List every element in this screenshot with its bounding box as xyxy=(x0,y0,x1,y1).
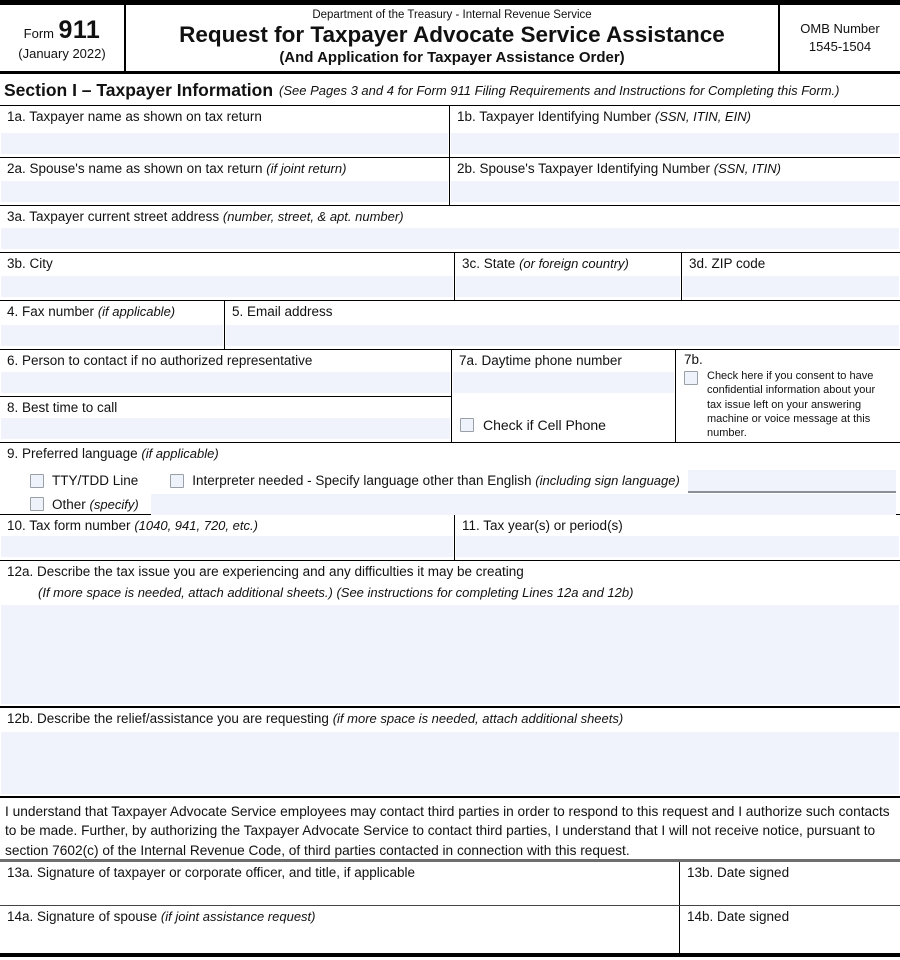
field-10-input[interactable] xyxy=(1,536,453,557)
section-1-title: Section I – Taxpayer Information xyxy=(4,80,274,100)
field-14a-label: 14a. Signature of spouse (if joint assistance request) xyxy=(7,909,316,924)
form-revision: (January 2022) xyxy=(18,45,106,61)
row-1 xyxy=(0,106,900,158)
row-14 xyxy=(0,906,900,953)
field-3b-label: 3b. City xyxy=(7,256,53,271)
field-12a-note: (If more space is needed, attach additional sheets.) (See instructions for completing Lines 12a and 12b) xyxy=(38,584,634,600)
field-1a-label: 1a. Taxpayer name as shown on tax return xyxy=(7,109,262,124)
form-header xyxy=(0,5,900,74)
row-1011 xyxy=(0,515,900,561)
form-title: Request for Taxpayer Advocate Service Assistance xyxy=(179,21,725,47)
language-options-line-1 xyxy=(0,469,900,493)
consent-option xyxy=(684,369,894,440)
field-14b xyxy=(680,906,900,953)
field-5-input[interactable] xyxy=(226,325,899,346)
taxpayer-date-signed-area[interactable] xyxy=(680,882,900,905)
consent-checkbox[interactable] xyxy=(684,371,698,385)
agency-line: Department of the Treasury - Internal Revenue Service xyxy=(312,8,592,21)
field-11-label: 11. Tax year(s) or period(s) xyxy=(462,518,623,533)
field-9-label: 9. Preferred language (if applicable) xyxy=(7,446,219,461)
row-3bcd xyxy=(0,253,900,301)
field-7a-input[interactable] xyxy=(453,372,674,393)
field-10 xyxy=(0,515,455,560)
spouse-signature-area[interactable] xyxy=(0,926,679,953)
field-11-input[interactable] xyxy=(456,536,899,557)
form-word: Form xyxy=(23,25,55,41)
field-12b-textarea[interactable] xyxy=(1,732,899,794)
third-party-contact-statement: I understand that Taxpayer Advocate Service employees may contact third parties in order to respond to this request and I authorize such contacts to be made. Further, by authorizing the Taxpayer Advocate Service to contact third parties, I understand that I will not receive notice, pursuant to section 7602(c) of the Internal Revenue Code, of third parties contacted in connection with this request. xyxy=(5,804,890,858)
certification-row xyxy=(0,798,900,862)
field-12a-textarea[interactable] xyxy=(1,605,899,704)
other-language-input[interactable] xyxy=(151,494,896,515)
field-3d-input[interactable] xyxy=(683,276,899,297)
interpreter-label: Interpreter needed - Specify language other than English (including sign language) xyxy=(192,473,680,489)
language-options-line-2 xyxy=(0,494,900,515)
row-13 xyxy=(0,862,900,906)
field-6-label: 6. Person to contact if no authorized representative xyxy=(7,353,313,368)
interpreter-checkbox[interactable] xyxy=(170,474,184,488)
row-2 xyxy=(0,158,900,206)
taxpayer-signature-area[interactable] xyxy=(0,882,679,905)
field-2a-input[interactable] xyxy=(1,181,448,202)
field-13a-label: 13a. Signature of taxpayer or corporate officer, and title, if applicable xyxy=(7,865,415,880)
field-13b-label: 13b. Date signed xyxy=(687,865,790,880)
field-5-label: 5. Email address xyxy=(232,304,333,319)
cell-phone-label: Check if Cell Phone xyxy=(483,417,606,433)
field-2a xyxy=(0,158,450,205)
field-3a-input[interactable] xyxy=(1,228,899,249)
field-3c xyxy=(455,253,682,300)
row-678 xyxy=(0,350,900,443)
field-4-label: 4. Fax number (if applicable) xyxy=(7,304,176,319)
row-45 xyxy=(0,301,900,350)
field-12b-label: 12b. Describe the relief/assistance you are requesting (if more space is needed, attach additional sheets) xyxy=(7,711,624,726)
field-1a xyxy=(0,106,450,157)
field-6-input[interactable] xyxy=(1,372,450,393)
interpreter-language-input[interactable] xyxy=(688,470,896,493)
bottom-rule xyxy=(0,953,900,957)
field-3c-label: 3c. State (or foreign country) xyxy=(462,256,629,271)
field-1b-input[interactable] xyxy=(451,133,899,154)
field-2a-label: 2a. Spouse's name as shown on tax return (if joint return) xyxy=(7,161,347,176)
form-number: 911 xyxy=(58,15,101,44)
form-subtitle: (And Application for Taxpayer Assistance Order) xyxy=(279,48,625,66)
spouse-date-signed-area[interactable] xyxy=(680,926,900,953)
field-8-label: 8. Best time to call xyxy=(7,399,118,415)
field-5 xyxy=(225,301,900,349)
field-4 xyxy=(0,301,225,349)
section-1-note: (See Pages 3 and 4 for Form 911 Filing Requirements and Instructions for Completing this Form.) xyxy=(279,83,840,98)
form-number-line xyxy=(6,16,118,45)
section-1-heading xyxy=(0,74,900,105)
other-language-checkbox[interactable] xyxy=(30,497,44,511)
field-1b xyxy=(450,106,900,157)
row-12a xyxy=(0,561,900,708)
field-10-label: 10. Tax form number (1040, 941, 720, etc.) xyxy=(7,518,258,533)
cell-phone-checkbox[interactable] xyxy=(460,418,474,432)
row-9 xyxy=(0,443,900,515)
field-7b-label: 7b. xyxy=(684,352,703,367)
other-language-label: Other (specify) xyxy=(52,496,139,512)
field-2b-label: 2b. Spouse's Taxpayer Identifying Number (SSN, ITIN) xyxy=(457,161,781,176)
omb-label: OMB Number xyxy=(800,21,880,37)
form-title-block xyxy=(126,5,778,71)
field-8-input[interactable] xyxy=(1,418,450,439)
field-1a-input[interactable] xyxy=(1,133,448,154)
field-11 xyxy=(455,515,900,560)
field-13b xyxy=(680,862,900,905)
form-grid xyxy=(0,105,900,953)
field-1b-label: 1b. Taxpayer Identifying Number (SSN, ITIN, EIN) xyxy=(457,109,751,124)
tty-tdd-checkbox[interactable] xyxy=(30,474,44,488)
field-14a xyxy=(0,906,680,953)
field-2b xyxy=(450,158,900,205)
field-3c-input[interactable] xyxy=(456,276,680,297)
field-7a xyxy=(452,350,676,442)
col-6-8 xyxy=(0,350,452,442)
consent-text: Check here if you consent to have confidential information about your tax issue left on your answering machine or voice message at this number. xyxy=(707,370,876,440)
tty-tdd-label: TTY/TDD Line xyxy=(52,473,139,489)
field-3b xyxy=(0,253,455,300)
omb-number: 1545-1504 xyxy=(808,39,872,54)
row-3a xyxy=(0,206,900,253)
form-number-block xyxy=(0,5,126,71)
field-3d xyxy=(682,253,900,300)
field-3a-label: 3a. Taxpayer current street address (number, street, & apt. number) xyxy=(7,209,404,224)
omb-block xyxy=(778,5,900,71)
field-3a xyxy=(0,206,900,252)
field-2b-input[interactable] xyxy=(451,181,899,202)
field-3d-label: 3d. ZIP code xyxy=(689,256,766,271)
field-4-input[interactable] xyxy=(1,325,223,346)
row-12b xyxy=(0,708,900,798)
field-13a xyxy=(0,862,680,905)
field-6 xyxy=(0,350,451,397)
field-7a-label: 7a. Daytime phone number xyxy=(459,353,622,368)
field-3b-input[interactable] xyxy=(1,276,453,297)
field-7b xyxy=(676,350,900,442)
field-12a-label: 12a. Describe the tax issue you are experiencing and any difficulties it may be creating xyxy=(7,564,524,579)
cell-phone-option xyxy=(452,417,675,442)
field-14b-label: 14b. Date signed xyxy=(687,909,790,924)
field-8 xyxy=(0,397,451,443)
